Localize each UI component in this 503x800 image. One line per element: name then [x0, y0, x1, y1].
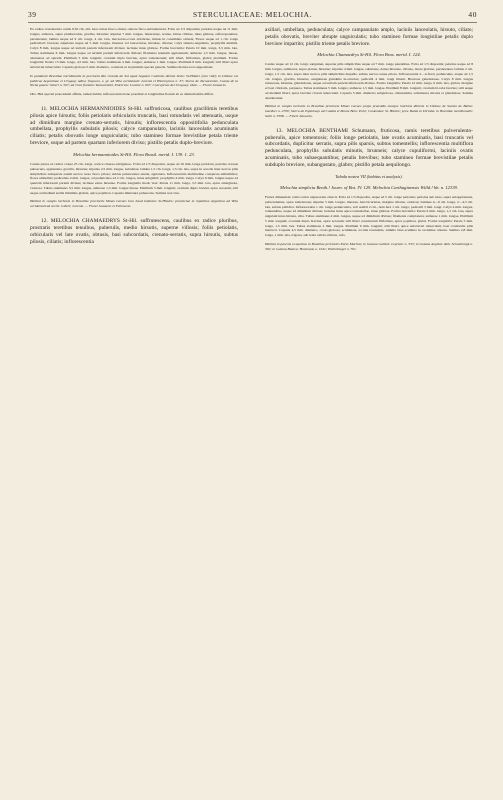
observation-note: Obs. Hisi speciei praecedenti affinis, tamen habitu, inflorescentia bene praeditur et longitudine florum ab ea distinctissima differt. [30, 92, 215, 96]
description-12: Caules usque ad 12 cm. longi, sanguinei, superne pilis simplicibus usque ad 7 mm. longe patentibus. Folia ad 1/3 dispositis; petiolus usque ad 8 mm. longus, semiteres, supra planus, hirsutus; stipulae 4 mm. longae, subulatae, dense hirsutae, ciliatae, latere glabrae, persistentes; lamina 2 cm. longa, 1,5 cm. lata, supra inter nervos pilis simplicibus hispidis, subtus nervos tenue pilosa. Inflorescentia 2—4-flora; pedunculus, usque ad 1,5 cm. longus, gracilis, hirsutus, sanguineus glandulis in-structus; pedicelli 4 mm. longi hirsuti. Bracteae glandulosae. Calyx 8 mm. longus rubescens, hirsutus, glandulosus, usque ad tertiam partem inferiorem divisus. Forma longistila: Petala 12 mm. longa, 6 mm. lata, glabra, margine et basi ciliolatis, purpurea. Tubus stamineus 5 mm. longus; antherae 1,5 mm. longae. Pistillum 8 mm. longum; ovarium bi-tabe brevius; stili usque ad medium liberi, apice breviter clavati tuberculati. Capsula 5 mm. diametro subglobosa, obtusissima, subsinuata, hirsuta et glandulosa. Semina desiderantur. [265, 62, 473, 100]
species-heading-12: 12. MELOCHIA CHAMAEDRYS St-Hil. suffrutescens, caulibus ex radice pluribus, prostratis teretibus tenuibus, puberulis, medio hirsutis, superne villosis; foliis petiolatis, orbicularis vel late ovatis, obtusis, basi subcordatis, crenato-serratis, supra hirsutis, subtus pilosis, ciliatis; inflorescentia [30, 217, 238, 245]
habitat-13: Habitat in pascuis et aquibus in Brasiliae provinciis Pará: Martius; in Guiana Gallica: Leprieur n. 353; in Guiana Anglica: Rob. Schomburgk n. 302; in Guiana Batava: Hostmann n. 1041; Wullschlegel n. 791. [265, 241, 473, 251]
left-column [30, 27, 238, 767]
citation-12: Melochia Chamaedrys St-Hil. Flora Bras. merid. I. 124. [317, 52, 421, 58]
header-rule [28, 22, 477, 23]
citation-13: Melochia simplicia Benth.! Journ. of Bot. IV. 129. Melochia Carthaginensis Willd.! hb. n. 12339. [279, 185, 459, 191]
running-header [28, 10, 477, 22]
species-heading-11: 11. MELOCHIA HERMANNIOIDES St-Hil. suffruticosa, caulibus gracillimis teretibus pilosis apice hirsutis; foliis petiolatis orbicularis truncatis, basi rotundatis vel attenuatis, usque ad dimidium margine crenato-serratis, hirsutis; inflorescentia oppositifolia pedunculata umbellata, prophyllis subulatis pilosis; calyce campanulato, laciniis lanceolatis acuminatis ciliatis; petalis obovatis longe unguiculatis; tubo stamineo formae brevistilae petala triente breviore, usque ad partem quartam inferiorem diviso; pistillo petalis duplo-breviore. [30, 105, 238, 147]
right-column [265, 27, 473, 767]
citation-11: Melochia hermannioides St-Hil. Flora Brasil. merid. I. 139. 1. 23. [73, 152, 195, 158]
habitat-11: Habitat in campis herbosis in Brasiliae provinciis Minas Geraes loco haud indicato: St-Hilaire; provinciae in republica Argentina ad Villa occidentali ad sectis: Gibert; Lorentz. — Floret Januario et Februario. [30, 199, 238, 209]
species-description: Ex radice crassiuscula caulis 0,50 cm. alti, basi curtae fusco-obtusi, remote flavo-subtomentosi. Folia ad 1/3 dispositis; petiolus usque ad 11 mm. longus, subteres, supra planiusculus, gracilis, hirsutus; stipulae 7 mm. longae, linearestae, acutae, hirtae ciliatae, intus glabrae, reflexopatentes, persistentes; lamina usque ad 9 cm. longa, 4 cm. lata, lanceolato-ovata dolabriae, minus in consimiles obtusis; Flores usque ad 1 cm. longe pedicellati: bracteae stipulares usque ad 5 mm. longae, lineares vel lanceolatae, hirsutae, ciliatae; calyx sinuato-angulatus, prophyllis ninimis. Calyx 8 mm. longus usque ad tertiam partem inferiorem divisus; laciniae intus glabrae. Forma brevistila: Petala 10 mm. longa, 3,5 mm. lata. Tubus stamineus 6 mm. longus usque ad tertiam partem inferiorem divisus; filamenta tenuium applanatum; antherae 1,5 mm. longae, luteae, attenuatae ad apicem. Pistillum 5 mm. longum; ovarium triplo brevius, apice tomentosum; stili liberi, filiformes, glabri; pistillum. Forma longistila: Petala 13 mm. longa, 4,5 mm. lata. Tubus stamineus 4 mm. longus; antherae 1 mm. longae. Pistillum 8 mm. longum; stili liberi apice subclavati tuberculati. Capsula globosa 5 mm. diametro, costulata ut in plurimis speciei generis. Semina matura non suppetebant. [30, 27, 238, 69]
habitat-12: Habitat in campis herbosis in Brasiliae provincia Minas Geraes prope praesidio eiusque hutchins ditionis in Ditione de Sacato de Bahia: Gardner n. 2700; Sierra do Espinhaço ad Cuiabá et Monte Belo: Pohl; Contendas: St. Hilaire; prov. Bahia in Dirinha: in Brasiliae meridionalis: Sello n. 5308. — Floret Januario. [265, 104, 473, 118]
description-13: Frutex dimensisis; rami cortice nigrescente obtecti. Folia ad 1/3 dispositis, usque ad 5 cm. longe petiolata; petiolus sub teres, supra subapplanatus, pulverulentus, apice tomentosus; stipulae 5 mm. longae, lineares, basi bicariatae, margine ciliatae, caducae; laminae 4—9 cm. longa, 2—4,5 cm. lata, subtus pallidior. Inflorescentia 1 cm. longe pedunculata, velt assibil 2 cm., dein feré 1 cm. longo; pedicelli 3 mm. longi. Calyx 4 mm. longus, tomentellus, usque ad dimidium divisus; laciniae intus apice tomentellae, intus glabrae. Forma brevistila: Petala 6 mm. longa, 1,2 cm. lata, supra ungulam intus hirsuta, alba. Tubus stamineus 4 mm. longus, usque ad dimidium divisus; filamenta complanata; antherae 1 mm. longae. Pistillum 5 mm. longum; ovarium duplo brevius, apice setosum; stili liberi connivenuli filiformes, apice papillosi, glabri. Forma longistila: Petala 5 mm. longa, 1,5 mm. lata. Tubus stamineus 2 mm. longus. Pistillum 6 mm. longum; stili liberi, apice subclavati tuberculati, basi connivulis pilis instructi. Capsula 4,5 mm. diametro, ovato-globosa, acuminata, loculis rotundatis, summo bina acumina in cacumine obtusis. Semina 2,8 mm. longa, 1 mm. lata, trigona, sub lenta valida strinola, rufa. [265, 195, 473, 238]
page-number-right: 40 [468, 10, 477, 19]
species-heading-13: 13. MELOCHIA BENTHAMI Schumann, fruticosa, ramis teretibus pulverulento-puberulis, apice tomentosis; foliis longe petiolatis, late ovatis acuminatis, basi truncatis vel subcordatis, duplicitur serratis, supra pilis sparsis, subtus tomentellis; inflorescentia multiflora pedunculata, prophyllis subulatis minutis, brunneis; calyce cupuliformi, laciniis ovatis acuminatis, tubo subaequantibus; petalis brevibus; tubo stamineo formae brevistilae petalis subduplo breviore, subangustato, glabro; pistillo petala aequilongo. [265, 127, 473, 169]
description-11: Caules pleres ex radice crassa 25 cm. longi, cortice cinereo-rubiginoso. Folia ad 1/3 dispositis, usque ad 16 mm. longe petiolata; petiolus crassus pubescens, applanatus, gracilis, hirsutus; stipulae 2,5 mm. longae, subulatae; lamina 1,5 cm. longa, 1,3 cm. lata, supra in acuolis inter nervos pilis simplicibus subsparsis autem nervos tereo fusco pilosa; subtus pubescentes tenuis, applanata. Inflorescentia mollitudine conspicua umbellifera; flores umbellati; pedicellae 4 mm. longae, ad pedunculos ad 2 cm. longos, intus subglabri; prophyllis 4 mm. longa. Calyx 6 mm. longus usque ad quartam inferiorem partem divisus; laciniae extus hirsutae. Forma longistila modo visa: Petala 11 mm. longa, 3,5 mm. lata, apice emarginata, violacea. Tubus stamineus 3,5 mm. longus, antherae 1,3 mm. longae luteae. Pistillum 5 mm. longum; ovarium duplo brevius apice setosum; stili usque ad medium stellis limitibus glabris, apice papillosi. Capsula immatura pubescens. Semina non visa. [30, 162, 238, 195]
heading-12-continued: axillari, umbellata, pedunculata; calyce campanulato amplo, laciniis lanceolatis, hirsuto, ciliato; petalis obovatis, breviter abrupte unguiculatis; tubo stamineo formae longistilae petalis duplo breviore impartito; pistillo triente petalis breviore. [265, 27, 473, 47]
plate-note-13: Tabula nostra VII (habitus et analysis). [335, 174, 403, 180]
habitat-note: In paludosis Brasiliae meridionalis in provincia Rio Grande do Sul apud Jaguaro Caminho dictum Sello: St-Hilaire (non vidi); in Ditione est publicae Argentinae et Uruguay adhuc frequens, e. gr. ad Villa occidentali: Lorentz et Hieronymus n. 37; Sierra de Tacuarembó, Cuesta de la Yerba guazu: Gibert n. 597; ad rivos fluminis Tacuarembó, Entrerios: Lorentz n. 607; Concepcion del Uruguay: idem. — Floret Januario. [30, 73, 238, 88]
page-number-left: 39 [28, 10, 37, 19]
running-title: STERCULIACEAE: MELOCHIA. [192, 10, 313, 19]
